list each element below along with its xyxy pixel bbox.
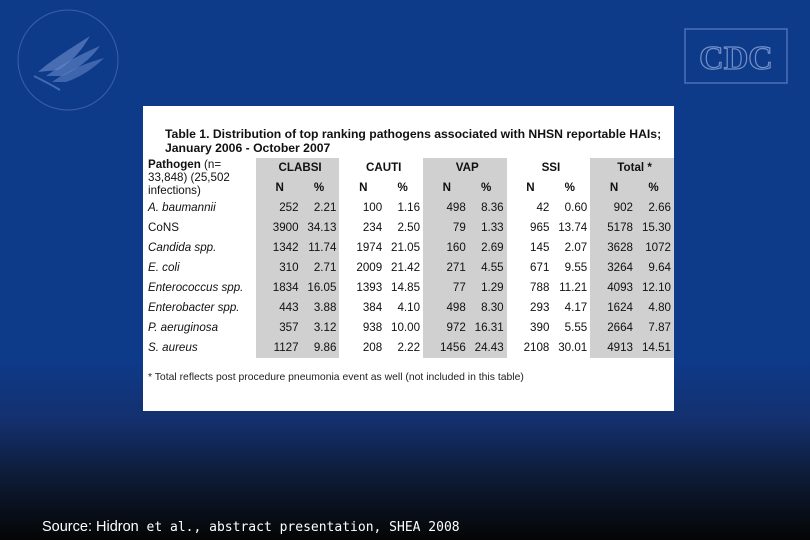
cell-count: 1456	[428, 338, 466, 358]
cell-percent: 4.10	[397, 301, 421, 314]
sub-header-pct: %	[299, 178, 340, 198]
sub-header-pct: %	[564, 181, 575, 194]
cell-count: 972	[428, 318, 466, 338]
table-row	[146, 318, 674, 338]
cell-percent: 9.64	[633, 258, 674, 278]
cell-percent: 3.88	[299, 298, 340, 318]
cdc-logo-icon	[684, 28, 788, 84]
cell-count: 77	[428, 278, 466, 298]
cell-count: 788	[530, 281, 550, 294]
sub-header-pct: %	[397, 181, 408, 194]
source-rest: et al., abstract presentation, SHEA 2008	[138, 520, 460, 535]
cell-count: 234	[362, 221, 383, 234]
cell-percent: 14.85	[391, 281, 421, 294]
cell-count: 208	[362, 341, 383, 354]
cell-percent: 15.30	[633, 218, 674, 238]
cell-count: 252	[261, 198, 299, 218]
table-title	[165, 127, 665, 155]
cell-percent: 34.13	[299, 218, 340, 238]
cell-count: 3900	[261, 218, 299, 238]
cell-percent: 2.22	[397, 341, 421, 354]
cell-count: 5178	[595, 218, 633, 238]
sub-header-n: N	[428, 178, 466, 198]
cell-count: 902	[595, 198, 633, 218]
cell-percent: 8.36	[466, 198, 507, 218]
cell-percent: 1072	[633, 238, 674, 258]
cell-count: 145	[530, 241, 550, 254]
pathogen-header: Pathogen (n= 33,848) (25,502 infections)	[148, 158, 230, 197]
cell-percent: 30.01	[558, 341, 588, 354]
cell-count: 271	[428, 258, 466, 278]
cell-percent: 1.29	[466, 278, 507, 298]
cell-percent: 2.07	[564, 241, 588, 254]
cell-percent: 1.33	[466, 218, 507, 238]
pathogen-name: S. aureus	[148, 341, 198, 354]
cell-percent: 16.31	[466, 318, 507, 338]
cell-percent: 13.74	[558, 221, 588, 234]
pathogen-name: Candida spp.	[148, 241, 217, 254]
cell-percent: 24.43	[466, 338, 507, 358]
cell-percent: 2.69	[466, 238, 507, 258]
cell-count: 390	[530, 321, 550, 334]
pathogen-table	[146, 158, 674, 358]
cell-count: 671	[530, 261, 550, 274]
cell-count: 1342	[261, 238, 299, 258]
cell-percent: 3.12	[299, 318, 340, 338]
sub-header-n: N	[526, 181, 535, 194]
table-card	[143, 106, 674, 411]
cell-percent: 21.05	[391, 241, 421, 254]
sub-header-pct: %	[466, 178, 507, 198]
group-header-total: Total *	[595, 158, 674, 178]
cell-percent: 2.66	[633, 198, 674, 218]
pathogen-name: Enterobacter spp.	[148, 301, 240, 314]
cell-count: 357	[261, 318, 299, 338]
cell-percent: 2.71	[299, 258, 340, 278]
cell-percent: 2.21	[299, 198, 340, 218]
table-row	[146, 278, 674, 298]
cell-percent: 16.05	[299, 278, 340, 298]
table-row	[146, 198, 674, 218]
cell-count: 965	[530, 221, 550, 234]
cell-count: 1393	[356, 281, 383, 294]
cell-count: 4913	[595, 338, 633, 358]
cell-percent: 10.00	[391, 321, 421, 334]
table-row	[146, 338, 674, 358]
cell-percent: 8.30	[466, 298, 507, 318]
sub-header-pct: %	[633, 178, 674, 198]
cell-count: 2108	[523, 341, 550, 354]
cell-count: 1974	[356, 241, 383, 254]
pathogen-name: E. coli	[148, 261, 180, 274]
pathogen-name: CoNS	[148, 221, 179, 234]
cell-count: 293	[530, 301, 550, 314]
cell-percent: 9.86	[299, 338, 340, 358]
cell-count: 443	[261, 298, 299, 318]
group-header-cauti: CAUTI	[365, 161, 402, 174]
cell-percent: 11.21	[559, 281, 588, 294]
cell-percent: 9.55	[564, 261, 588, 274]
table-footnote: * Total reflects post procedure pneumonia event as well (not included in this table)	[148, 372, 524, 383]
pathogen-name: P. aeruginosa	[148, 321, 219, 334]
cell-percent: 7.87	[633, 318, 674, 338]
table-title-line1: Table 1. Distribution of top ranking pathogens associated with NHSN reportable HAIs;	[165, 127, 662, 141]
cell-count: 42	[536, 201, 550, 214]
pathogen-name: A. baumannii	[148, 201, 216, 214]
svg-text:CDC: CDC	[699, 40, 773, 77]
cell-percent: 2.50	[397, 221, 421, 234]
cell-percent: 11.74	[299, 238, 340, 258]
hhs-seal-icon	[12, 6, 124, 114]
cell-count: 1624	[595, 298, 633, 318]
table-row	[146, 238, 674, 258]
cell-percent: 21.42	[391, 261, 421, 274]
source-prefix: Source: Hidron	[42, 519, 139, 535]
cell-percent: 4.17	[564, 301, 588, 314]
sub-header-n: N	[595, 178, 633, 198]
cell-count: 498	[428, 198, 466, 218]
cell-count: 79	[428, 218, 466, 238]
sub-header-n: N	[359, 181, 368, 194]
table-title-line2: January 2006 - October 2007	[165, 141, 331, 155]
group-header-vap: VAP	[428, 158, 507, 178]
cell-count: 2664	[595, 318, 633, 338]
group-header-ssi: SSI	[541, 161, 561, 174]
cell-count: 1127	[261, 338, 299, 358]
cell-percent: 5.55	[564, 321, 588, 334]
cell-count: 938	[362, 321, 383, 334]
cell-percent: 0.60	[564, 201, 588, 214]
cell-count: 310	[261, 258, 299, 278]
cell-count: 3628	[595, 238, 633, 258]
table-row	[146, 218, 674, 238]
cell-count: 160	[428, 238, 466, 258]
table-row	[146, 298, 674, 318]
cell-count: 3264	[595, 258, 633, 278]
cell-count: 2009	[356, 261, 383, 274]
cell-percent: 4.55	[466, 258, 507, 278]
cell-count: 4093	[595, 278, 633, 298]
cell-count: 384	[362, 301, 383, 314]
cell-percent: 14.51	[633, 338, 674, 358]
group-header-clabsi: CLABSI	[261, 158, 340, 178]
pathogen-name: Enterococcus spp.	[148, 281, 244, 294]
cell-percent: 12.10	[633, 278, 674, 298]
table-row	[146, 258, 674, 278]
cell-percent: 1.16	[397, 201, 421, 214]
cell-percent: 4.80	[633, 298, 674, 318]
sub-header-n: N	[261, 178, 299, 198]
source-citation	[42, 519, 460, 535]
cell-count: 498	[428, 298, 466, 318]
cell-count: 100	[362, 201, 383, 214]
cell-count: 1834	[261, 278, 299, 298]
